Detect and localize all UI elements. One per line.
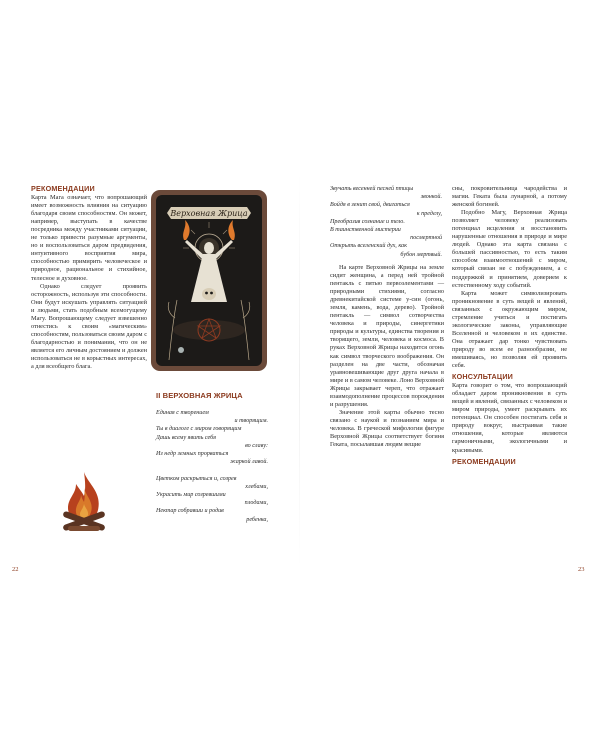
left-heading-recommendations: РЕКОМЕНДАЦИИ bbox=[31, 184, 95, 193]
poem-line: бубон мертвый. bbox=[400, 251, 442, 258]
right-heading-consultations: КОНСУЛЬТАЦИИ bbox=[452, 372, 514, 382]
campfire-illustration bbox=[58, 470, 110, 538]
spine-shadow bbox=[299, 170, 300, 570]
right-col2-paragraph-1: сны, покровительница чародейства и магии. Геката была лунарной, а потому женской богиней. bbox=[452, 185, 567, 209]
poem-line: Преобразив сознание и тело. bbox=[330, 218, 405, 225]
poem-line bbox=[156, 466, 268, 474]
poem-line: Звучать весенней песней птицы bbox=[330, 186, 414, 192]
poem-line: Открыть вселенский дух, как bbox=[330, 243, 407, 250]
poem-line: Из недр земных прорваться bbox=[156, 451, 229, 458]
poem-line: звонкой. bbox=[420, 194, 442, 201]
poem-line: хлебами, bbox=[245, 483, 268, 490]
poem-line: плодами, bbox=[244, 500, 268, 507]
card-name-label: Верховная Жрица bbox=[170, 209, 248, 218]
poem-left bbox=[156, 409, 268, 524]
poem-line: Цветком раскрыться и, созрев bbox=[156, 475, 237, 482]
right-text-column-2 bbox=[452, 185, 567, 467]
tarot-card-high-priestess bbox=[151, 190, 267, 371]
poem-line: Нектар собравши и родив bbox=[156, 508, 224, 515]
poem-right bbox=[330, 185, 442, 259]
poem-line: Ты в диалоге с миром говорящим bbox=[156, 426, 242, 433]
right-consult-text: Карта говорит о том, что вопрошающий обладает даром проникновения в суть вещей и явлений, связанных с человеком и миром природы, умеет раскрывать их потенциал. Он способен постигать себя и природу вокруг, выстраивая такие отношения, которые являются гармоничными, экологичными и красивыми. bbox=[452, 382, 567, 454]
right-col1-paragraph-1: На карте Верховной Жрицы на земле сидит женщина, а перед ней тройной пентакль с пятью первоэлементами — природными стихиями, согласно древнекитайской системе у-син (огонь, земля, камень, вода, дерево). Тройной пентакль — символ сотворчества человека и природы, синергетики природы и культуры, единства творения и творящего, земли, человека и космоса. В руках Верховной Жрицы находится огонь как символ творческого воображения. Он разделен на две части, обозначая уравновешивающие друг друга начала в мире и в самом человеке. Лоно Верховной Жрицы закрывает череп, что отражает взаимодополнение процессов порождения и разрушения. bbox=[330, 264, 444, 408]
poem-line: во славу: bbox=[245, 442, 268, 449]
left-text-column bbox=[31, 185, 147, 371]
right-text-column-1 bbox=[330, 264, 444, 449]
page-number-left: 22 bbox=[12, 566, 19, 573]
poem-line: Войдя в зенит свой, двигаться bbox=[330, 202, 410, 209]
left-paragraph-1: Карта Мага означает, что вопрошающий имеет возможность влияния на ситуацию благодаря своим способностям. Он может, например, выступать в качестве посредника между участниками ситуации, не только привести разумные аргументы, но и воспользоваться даром предвидения, интуитивного восприятия мира, способностью примирить человеческое и природное, рациональное и стихийное, телесное и духовное. bbox=[31, 194, 147, 282]
poem-line: В таинственной мистерии bbox=[330, 227, 401, 234]
poem-line: Дашь всему явить себя bbox=[156, 434, 216, 441]
right-col2-paragraph-3: Карта может символизировать проникновение в суть вещей и явлений, связанных с окружающим миром, стремление учиться и постигать экологические законы, управляющие Вселенной и человеком в их единстве. Она отражает дар тонко чувствовать природу во всем ее разнообразии, не вмешиваясь, но позволяя ей проявить себя. bbox=[452, 289, 567, 370]
poem-line: Украсить мир созревшими bbox=[156, 492, 226, 499]
card-title: II ВЕРХОВНАЯ ЖРИЦА bbox=[156, 391, 243, 400]
poem-line: посмертной bbox=[410, 235, 442, 242]
right-col2-paragraph-2: Подобно Магу, Верховная Жрица позволяет человеку реализовать потенциал исцеления и восстановить нарушенные отношения в природе и мире людей. Однако эта карта связана с большей пассивностью, то есть таким способом взаимоотношений с миром, который связан не с побуждением, а с поддержкой и принятием, доверием к естественному ходу событий. bbox=[452, 209, 567, 289]
poem-line: и творящим. bbox=[234, 418, 268, 425]
poem-line: Единая с творением bbox=[156, 410, 209, 416]
right-col1-paragraph-2: Значение этой карты обычно тесно связано с наукой и познанием мира и человека. В греческой мифологии фигуре Верховной Жрицы соответствует богиня Геката, посылавшая людям вещие bbox=[330, 408, 444, 449]
poem-line: ребенка, bbox=[246, 516, 268, 523]
poem-line: жаркой лавой. bbox=[230, 459, 268, 466]
right-heading-recommendations: РЕКОМЕНДАЦИИ bbox=[452, 456, 516, 466]
poem-line: к пределу, bbox=[416, 210, 442, 217]
left-paragraph-2: Однако следует проявить осторожность, используя эти способности. Они будут искушать управлять ситуацией и людьми, стать подобным всемогущему Магу. Вопрошающему следует взвешенно отнестись к своим «магическим» способностям, пользоваться своим даром с благодарностью и понимании, что он не является его личным достоянием и должен использоваться не в корыстных интересах, а для всеобщего блага. bbox=[31, 282, 147, 371]
page-number-right: 23 bbox=[578, 566, 585, 573]
